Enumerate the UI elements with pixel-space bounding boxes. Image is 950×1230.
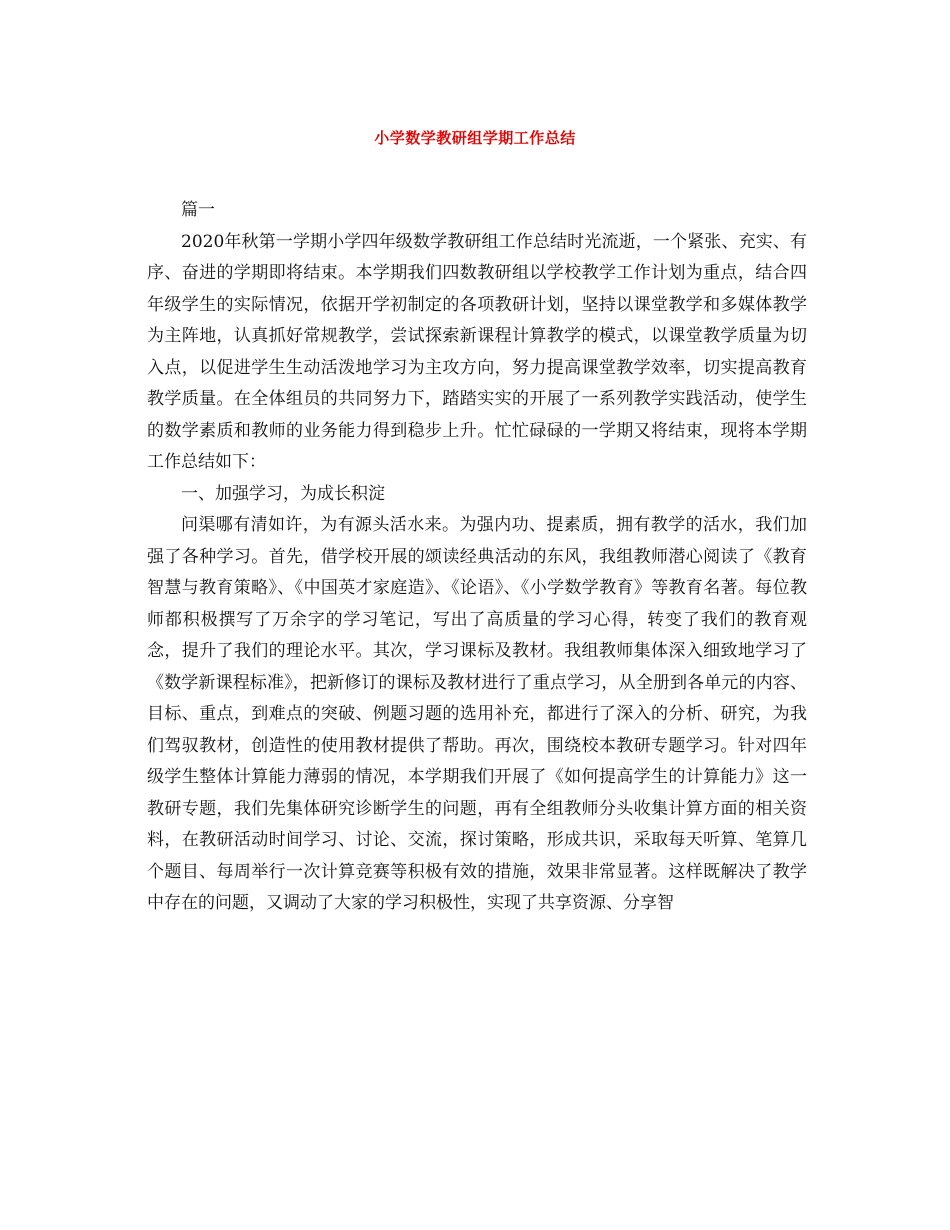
document-title: 小学数学教研组学期工作总结 [374,129,576,147]
document-body [147,195,807,920]
section-heading: 一、加强学习，为成长积淀 [181,483,385,504]
section-label: 篇一 [181,200,215,220]
body-paragraph: 问渠哪有清如许，为有源头活水来。为强内功、提素质，拥有教学的活水，我们加强了各种学习。首先，借学校开展的颂读经典活动的东风，我组教师潜心阅读了《教育智慧与教育策略》、《中国英才家庭造》、《论语》、《小学数学教育》等教育名著。每位教师都积极撰写了万余字的学习笔记，写出了高质量的学习心得，转变了我们的教育观念，提升了我们的理论水平。其次，学习课标及教材。我组教师集体深入细致地学习了《数学新课程标准》，把新修订的课标及教材进行了重点学习，从全册到各单元的内容、目标、重点，到难点的突破、例题习题的选用补充，都进行了深入的分析、研究，为我们驾驭教材，创造性的使用教材提供了帮助。再次，围绕校本教研专题学习。针对四年级学生整体计算能力薄弱的情况，本学期我们开展了《如何提高学生的计算能力》这一教研专题，我们先集体研究诊断学生的问题，再有全组教师分头收集计算方面的相关资料，在教研活动时间学习、讨论、交流，探讨策略，形成共识，采取每天听算、笔算几个题目、每周举行一次计算竞赛等积极有效的措施，效果非常显著。这样既解决了教学中存在的问题，又调动了大家的学习积极性，实现了共享资源、分享智 [147,515,807,913]
body-paragraph: 2020年秋第一学期小学四年级数学教研组工作总结时光流逝，一个紧张、充实、有序、奋进的学期即将结束。本学期我们四数教研组以学校教学工作计划为重点，结合四年级学生的实际情况，依据开学初制定的各项教研计划，坚持以课堂教学和多媒体教学为主阵地，认真抓好常规教学，尝试探索新课程计算教学的模式，以课堂教学质量为切入点，以促进学生生动活泼地学习为主攻方向，努力提高课堂教学效率，切实提高教育教学质量。在全体组员的共同努力下，踏踏实实的开展了一系列教学实践活动，使学生的数学素质和教师的业务能力得到稳步上升。忙忙碌碌的一学期又将结束，现将本学期工作总结如下： [147,231,807,472]
